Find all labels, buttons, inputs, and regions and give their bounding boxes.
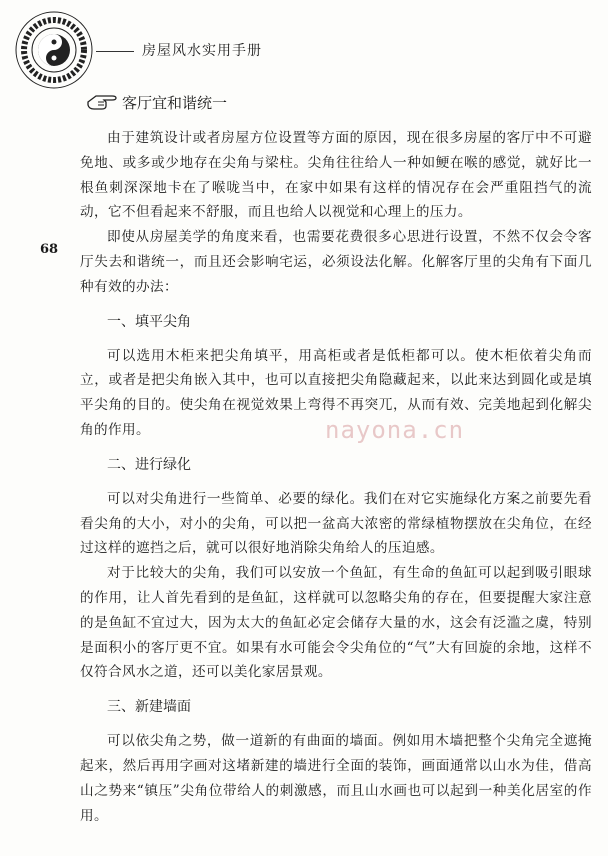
subheading: 一、填平尖角: [107, 313, 191, 330]
paragraph: 可以对尖角进行一些简单、必要的绿化。我们在对它实施绿化方案之前要先看看尖角的大小，对小的尖角，可以把一盆高大浓密的常绿植物摆放在尖角位，在经过这样的遮挡之后，就可以很好地消除尖角给人的压迫感。: [80, 490, 592, 557]
paragraph: 可以选用木柜来把尖角填平，用高柜或者是低柜都可以。使木柜依着尖角而立，或者是把尖角嵌入其中，也可以直接把尖角隐藏起来，以此来达到圆化或是填平尖角的目的。使尖角在视觉效果上弯得不再突兀，从而有效、完美地起到化解尖角的作用。: [80, 347, 592, 438]
subheading: 三、新建墙面: [107, 699, 191, 716]
subheading: 二、进行绿化: [107, 456, 191, 473]
paragraph: 可以依尖角之势，做一道新的有曲面的墙面。例如用木墙把整个尖角完全遮掩起来，然后再用字画对这堵新建的墙进行全面的装饰，画面通常以山水为佳，借高山之势来“镇压”尖角位带给人的刺激感，而且山水画也可以起到一种美化居室的作用。: [80, 733, 592, 824]
paragraph: 即使从房屋美学的角度来看，也需要花费很多心思进行设置，不然不仅会令客厅失去和谐统一，而且还会影响宅运，必须设法化解。化解客厅里的尖角有下面几种有效的办法：: [80, 229, 592, 295]
page-number: 68: [40, 242, 59, 257]
watermark: nayona.cn: [325, 416, 465, 444]
article-body: [80, 126, 592, 828]
section-title: 客厅宜和谐统一: [122, 94, 228, 112]
pointing-hand-icon: [86, 88, 120, 112]
paragraph: 对于比较大的尖角，我们可以安放一个鱼缸，有生命的鱼缸可以起到吸引眼球的作用，让人首先看到的是鱼缸，这样就可以忽略尖角的存在，但要提醒大家注意的是鱼缸不宜过大，因为太大的鱼缸必定会储存大量的水，这会有泛滥之虞，特别是面积小的客厅更不宜。如果有水可能会令尖角位的“气”大有回旋的余地，这样不仅符合风水之道，还可以美化家居景观。: [80, 565, 592, 681]
bagua-emblem-icon: [14, 10, 94, 90]
running-title: 房屋风水实用手册: [142, 43, 262, 59]
paragraph: 由于建筑设计或者房屋方位设置等方面的原因，现在很多房屋的客厅中不可避免地、或多或少地存在尖角与梁柱。尖角往往给人一种如鲠在喉的感觉，就好比一根鱼刺深深地卡在了喉咙当中，在家中如果有这样的情况存在会严重阻挡气的流动，它不但看起来不舒服，而且也给人以视觉和心理上的压力。: [80, 130, 592, 221]
header-rule: [96, 51, 134, 52]
